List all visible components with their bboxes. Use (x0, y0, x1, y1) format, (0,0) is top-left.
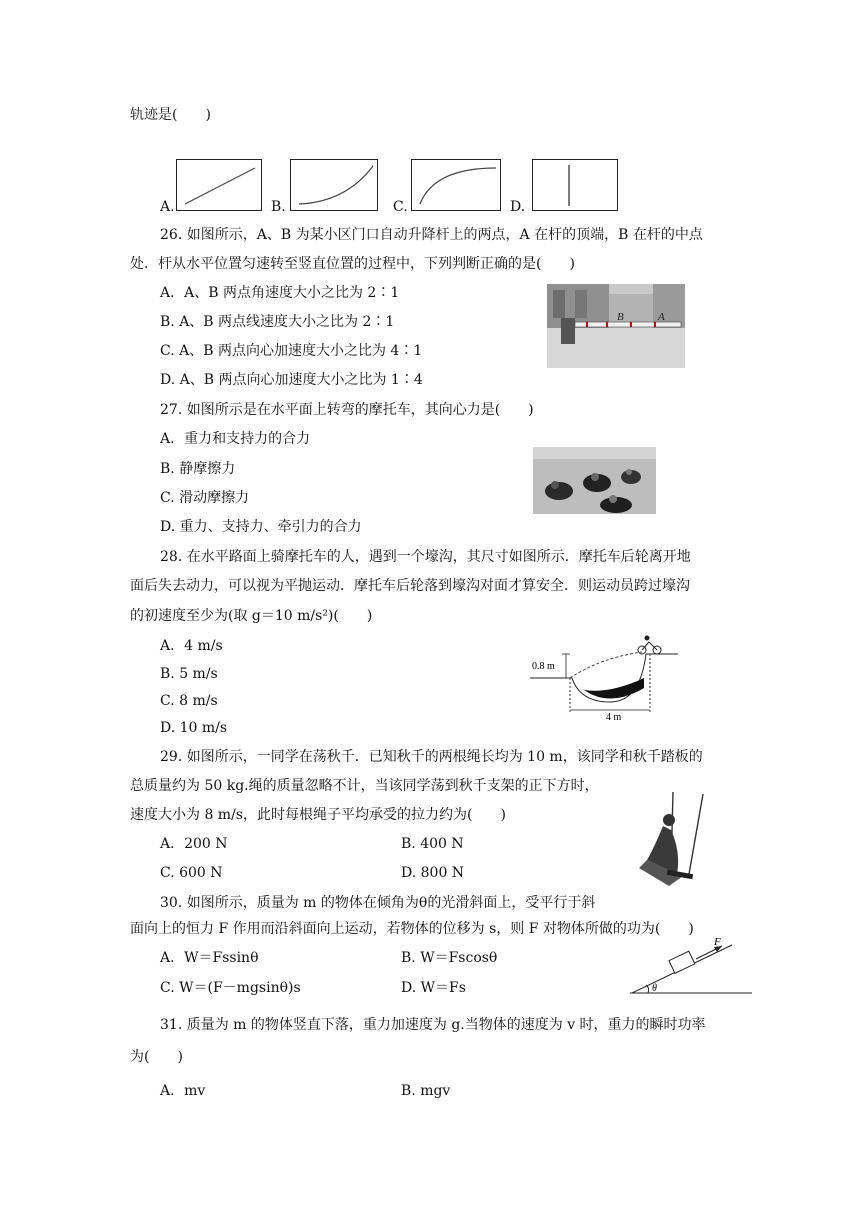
straight-line-curve-icon (177, 160, 261, 210)
q27-stem-line1: 27. 如图所示是在水平面上转弯的摩托车，其向心力是( ) (160, 402, 534, 418)
q29-stem-line2: 总质量约为 50 kg.绳的质量忽略不计，当该同学荡到秋千支架的正下方时， (130, 778, 599, 794)
q27-option-c: C. 滑动摩擦力 (160, 490, 250, 506)
vertical-line-icon (533, 160, 617, 210)
q29-stem-line1: 29. 如图所示，一同学在荡秋千．已知秋千的两根绳长均为 10 m，该同学和秋千踏板的 (160, 749, 703, 765)
q28-option-d: D. 10 m/s (160, 720, 228, 736)
q30-option-c: C. W＝(F－mgsinθ)s (160, 980, 301, 996)
q26-option-b: B. A、B 两点线速度大小之比为 2∶1 (160, 314, 395, 330)
q26-stem-line1: 26. 如图所示，A、B 为某小区门口自动升降杆上的两点，A 在杆的顶端，B 在杆的中点 (160, 227, 703, 243)
intro-text: 轨迹是( ) (130, 107, 211, 123)
q30-incline-diagram (628, 935, 754, 997)
q31-stem-line1: 31. 质量为 m 的物体竖直下落，重力加速度为 g.当物体的速度为 v 时，重力的瞬时功率 (160, 1017, 706, 1033)
q30-option-d: D. W＝Fs (401, 980, 466, 996)
q25-option-b-graph (290, 159, 378, 211)
q26-stem-line2: 处．杆从水平位置匀速转至竖直位置的过程中，下列判断正确的是( ) (130, 256, 575, 272)
q29-stem-line3: 速度大小为 8 m/s，此时每根绳子平均承受的拉力约为( ) (130, 807, 506, 823)
q26-fig-label-b: B (617, 311, 624, 323)
concave-up-curve-icon (291, 160, 377, 210)
q27-option-a: A．重力和支持力的合力 (160, 431, 311, 447)
q28-stem-line1: 28. 在水平路面上骑摩托车的人，遇到一个壕沟，其尺寸如图所示．摩托车后轮离开地 (160, 549, 691, 565)
q25-option-a-label: A. (160, 199, 175, 215)
q31-stem-line2: 为( ) (130, 1049, 183, 1065)
q29-option-a: A．200 N (160, 836, 228, 852)
q27-option-b: B. 静摩擦力 (160, 461, 236, 477)
q28-stem-line2: 面后失去动力，可以视为平抛运动．摩托车后轮落到壕沟对面才算安全．则运动员跨过壕沟 (130, 578, 690, 594)
q28-stem-line3: 的初速度至少为(取 g＝10 m/s²)( ) (130, 608, 373, 624)
q29-option-d: D. 800 N (401, 865, 465, 881)
q30-stem-line1: 30. 如图所示，质量为 m 的物体在倾角为θ的光滑斜面上，受平行于斜 (160, 895, 596, 911)
q28-option-b: B. 5 m/s (160, 666, 218, 682)
q30-option-b: B. W＝Fscosθ (401, 950, 498, 966)
q25-option-c-graph (411, 159, 501, 211)
q25-option-d-label: D. (510, 199, 526, 215)
q27-option-d: D. 重力、支持力、牵引力的合力 (160, 519, 362, 535)
q28-fig-height-label: 0.8 m (532, 661, 555, 672)
q25-option-a-graph (176, 159, 262, 211)
q30-fig-force-label: F (714, 936, 721, 948)
q30-option-a: A．W＝Fssinθ (160, 950, 259, 966)
q30-fig-angle-label: θ (652, 983, 657, 994)
q27-motorcycle-photo (533, 447, 656, 514)
q25-option-d-graph (532, 159, 618, 211)
q26-option-c: C. A、B 两点向心加速度大小之比为 4∶1 (160, 343, 423, 359)
q30-stem-line2: 面向上的恒力 F 作用而沿斜面向上运动，若物体的位移为 s，则 F 对物体所做的功为( ) (130, 921, 694, 937)
q29-option-c: C. 600 N (160, 865, 223, 881)
q28-option-c: C. 8 m/s (160, 693, 218, 709)
q25-option-c-label: C. (393, 199, 408, 215)
q29-swing-photo (633, 790, 711, 894)
q26-option-a: A．A、B 两点角速度大小之比为 2∶1 (160, 285, 400, 301)
q29-option-b: B. 400 N (401, 836, 464, 852)
q31-option-b: B. mgv (401, 1083, 451, 1099)
q25-option-b-label: B. (271, 199, 286, 215)
q26-fig-label-a: A (658, 311, 665, 323)
q28-fig-width-label: 4 m (606, 712, 622, 722)
q26-gate-photo (547, 284, 685, 368)
concave-down-curve-icon (412, 160, 500, 210)
q28-ditch-diagram (530, 632, 680, 722)
q31-option-a: A．mv (160, 1083, 206, 1099)
q28-option-a: A．4 m/s (160, 638, 223, 654)
q26-option-d: D. A、B 两点向心加速度大小之比为 1∶4 (160, 372, 423, 388)
